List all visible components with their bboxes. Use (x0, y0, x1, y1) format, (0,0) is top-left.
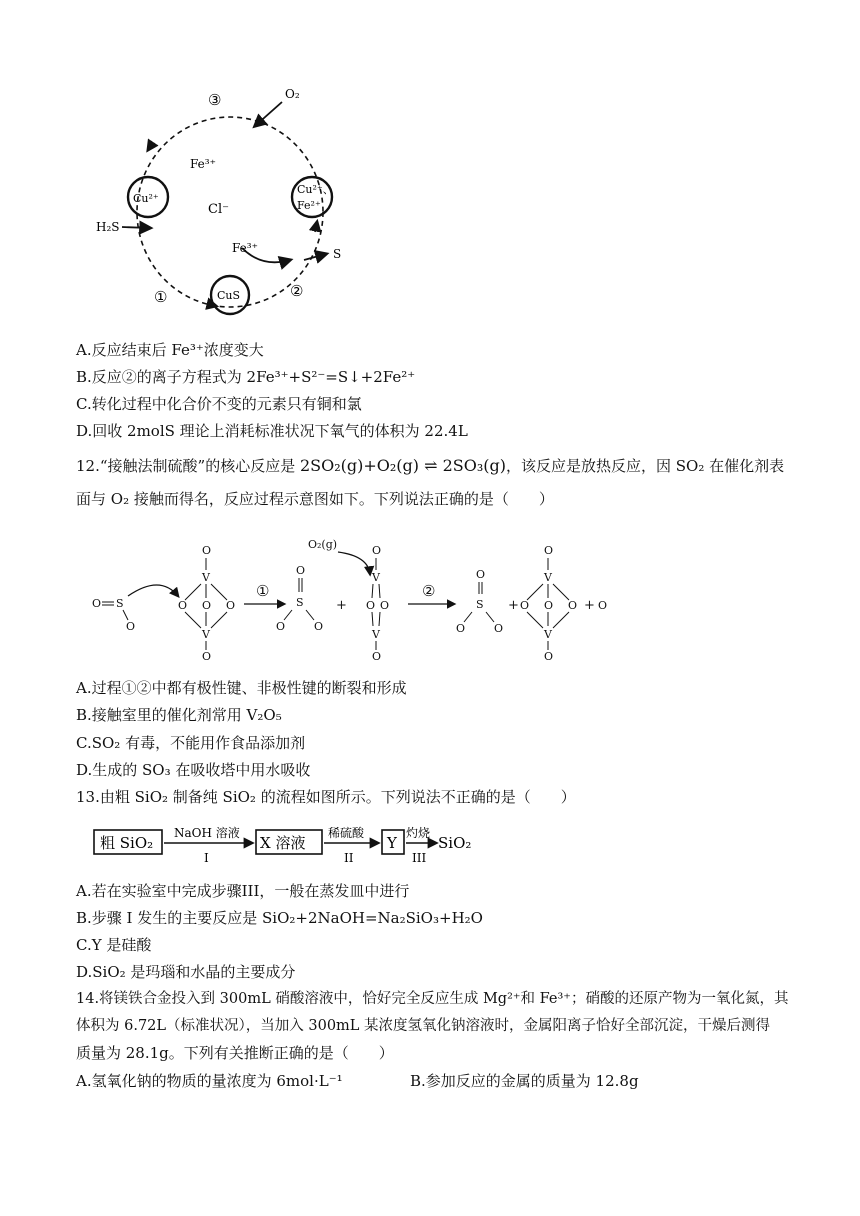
flow-step-iii: III (412, 851, 427, 865)
svg-text:V: V (544, 571, 552, 584)
svg-text:O: O (380, 599, 390, 612)
fig12-step1-label: ① (256, 582, 270, 600)
svg-text:S: S (296, 596, 304, 609)
q11-option-c: C.转化过程中化合价不变的元素只有铜和氯 (76, 395, 362, 413)
svg-text:O: O (544, 650, 554, 662)
q13-stem: 13.由粗 SiO₂ 制备纯 SiO₂ 的流程如图所示。下列说法不正确的是（ ） (76, 788, 576, 806)
svg-text:O: O (178, 599, 188, 612)
flow-box-x-solution: X 溶液 (260, 834, 306, 852)
svg-text:O: O (202, 599, 212, 612)
q11-option-a: A.反应结束后 Fe³⁺浓度变大 (76, 341, 264, 359)
o2g-label: O₂(g) (308, 538, 338, 551)
svg-text:O: O (202, 544, 212, 557)
flow-step-ii: II (344, 851, 354, 865)
svg-text:O: O (544, 544, 554, 557)
h2s-label: H₂S (96, 220, 120, 234)
q12-option-a: A.过程①②中都有极性键、非极性键的断裂和形成 (76, 679, 407, 697)
svg-text:O: O (92, 597, 102, 610)
svg-text:V: V (372, 628, 380, 641)
cu2-label: Cu²⁺ (133, 192, 159, 205)
cu-fe-label-2: Fe²⁺ (297, 199, 321, 212)
fig12-plus-2: + (508, 598, 519, 613)
q12-stem-line2: 面与 O₂ 接触而得名，反应过程示意图如下。下列说法正确的是（ ） (76, 490, 554, 508)
flow-box-crude-sio2: 粗 SiO₂ (100, 834, 154, 852)
svg-text:O: O (296, 564, 306, 577)
fig12-plus-1: + (336, 598, 347, 613)
svg-text:S: S (116, 597, 124, 610)
q12-stem-part1: 12.“接触法制硫酸”的核心反应是 (76, 457, 300, 475)
flow-box-y: Y (387, 834, 397, 852)
q13-option-c: C.Y 是硅酸 (76, 936, 152, 954)
q14-stem-line2: 体积为 6.72L（标准状况），当加入 300mL 某浓度氢氧化钠溶液时，金属阳离子恰好全部沉淀，干燥后测得 (76, 1018, 771, 1034)
svg-text:O: O (544, 599, 554, 612)
svg-text:O: O (202, 650, 212, 662)
svg-text:O: O (372, 650, 382, 662)
sulfur-label: S (333, 247, 342, 261)
svg-text:O: O (226, 599, 236, 612)
q12-option-d: D.生成的 SO₃ 在吸收塔中用水吸收 (76, 761, 311, 779)
q13-option-a: A.若在实验室中完成步骤III，一般在蒸发皿中进行 (76, 882, 410, 900)
o2-label: O₂ (285, 87, 300, 101)
catalyst-process-diagram (88, 534, 628, 662)
fe3-bottom-label: Fe³⁺ (232, 241, 258, 255)
flow-reagent-naoh: NaOH 溶液 (174, 826, 240, 840)
cu-fe-label-1: Cu²⁺、 (297, 183, 334, 196)
flow-product-sio2: SiO₂ (438, 834, 472, 852)
svg-text:O: O (314, 620, 324, 633)
q13-option-b: B.步骤 I 发生的主要反应是 SiO₂+2NaOH=Na₂SiO₃+H₂O (76, 909, 483, 927)
svg-text:O: O (494, 622, 504, 635)
svg-text:V: V (372, 571, 380, 584)
fe3-top-label: Fe³⁺ (190, 157, 216, 171)
svg-text:S: S (476, 598, 484, 611)
svg-text:V: V (544, 628, 552, 641)
chloride-label: Cl⁻ (208, 202, 229, 217)
svg-text:V: V (202, 628, 210, 641)
cycle-dashed-loop (137, 117, 323, 307)
flow-reagent-dilute-h2so4: 稀硫酸 (328, 826, 365, 840)
svg-text:O: O (456, 622, 466, 635)
q13-option-d: D.SiO₂ 是玛瑙和水晶的主要成分 (76, 963, 296, 981)
svg-text:O: O (598, 599, 608, 612)
svg-text:O: O (568, 599, 578, 612)
svg-text:O: O (366, 599, 376, 612)
q12-stem-line1 (76, 456, 784, 476)
svg-text:O: O (372, 544, 382, 557)
flow-reagent-ignite: 灼烧 (406, 826, 431, 840)
q14-option-b: B.参加反应的金属的质量为 12.8g (410, 1072, 639, 1090)
step3-label: ③ (208, 91, 222, 109)
svg-text:O: O (276, 620, 286, 633)
q12-option-c: C.SO₂ 有毒，不能用作食品添加剂 (76, 734, 306, 752)
svg-text:O: O (126, 620, 136, 633)
flow-step-i: I (204, 851, 209, 865)
q14-option-a: A.氢氧化钠的物质的量浓度为 6mol·L⁻¹ (76, 1072, 343, 1090)
q12-equation: 2SO₂(g)+O₂(g) ⇌ 2SO₃(g) (299, 456, 507, 475)
cus-label: CuS (217, 289, 241, 302)
step1-label: ① (154, 288, 168, 306)
svg-text:O: O (520, 599, 530, 612)
copper-iron-cycle-diagram (90, 82, 370, 332)
svg-text:V: V (202, 571, 210, 584)
q12-stem-part2: ，该反应是放热反应，因 SO₂ 在催化剂表 (506, 457, 785, 475)
svg-text:O: O (476, 568, 486, 581)
q11-option-d: D.回收 2molS 理论上消耗标准状况下氧气的体积为 22.4L (76, 422, 468, 440)
step2-label: ② (290, 282, 304, 300)
q11-option-b: B.反应②的离子方程式为 2Fe³⁺+S²⁻=S↓+2Fe²⁺ (76, 368, 416, 386)
fig12-step2-label: ② (422, 582, 436, 600)
q14-stem-line1: 14.将镁铁合金投入到 300mL 硝酸溶液中，恰好完全反应生成 Mg²⁺和 Fe³⁺；硝酸的还原产物为一氧化氮，其 (76, 991, 789, 1007)
q12-option-b: B.接触室里的催化剂常用 V₂O₅ (76, 706, 282, 724)
fig12-plus-3: + (584, 598, 595, 613)
sio2-flow-diagram (92, 818, 492, 870)
q14-stem-line3: 质量为 28.1g。下列有关推断正确的是（ ） (76, 1044, 394, 1062)
